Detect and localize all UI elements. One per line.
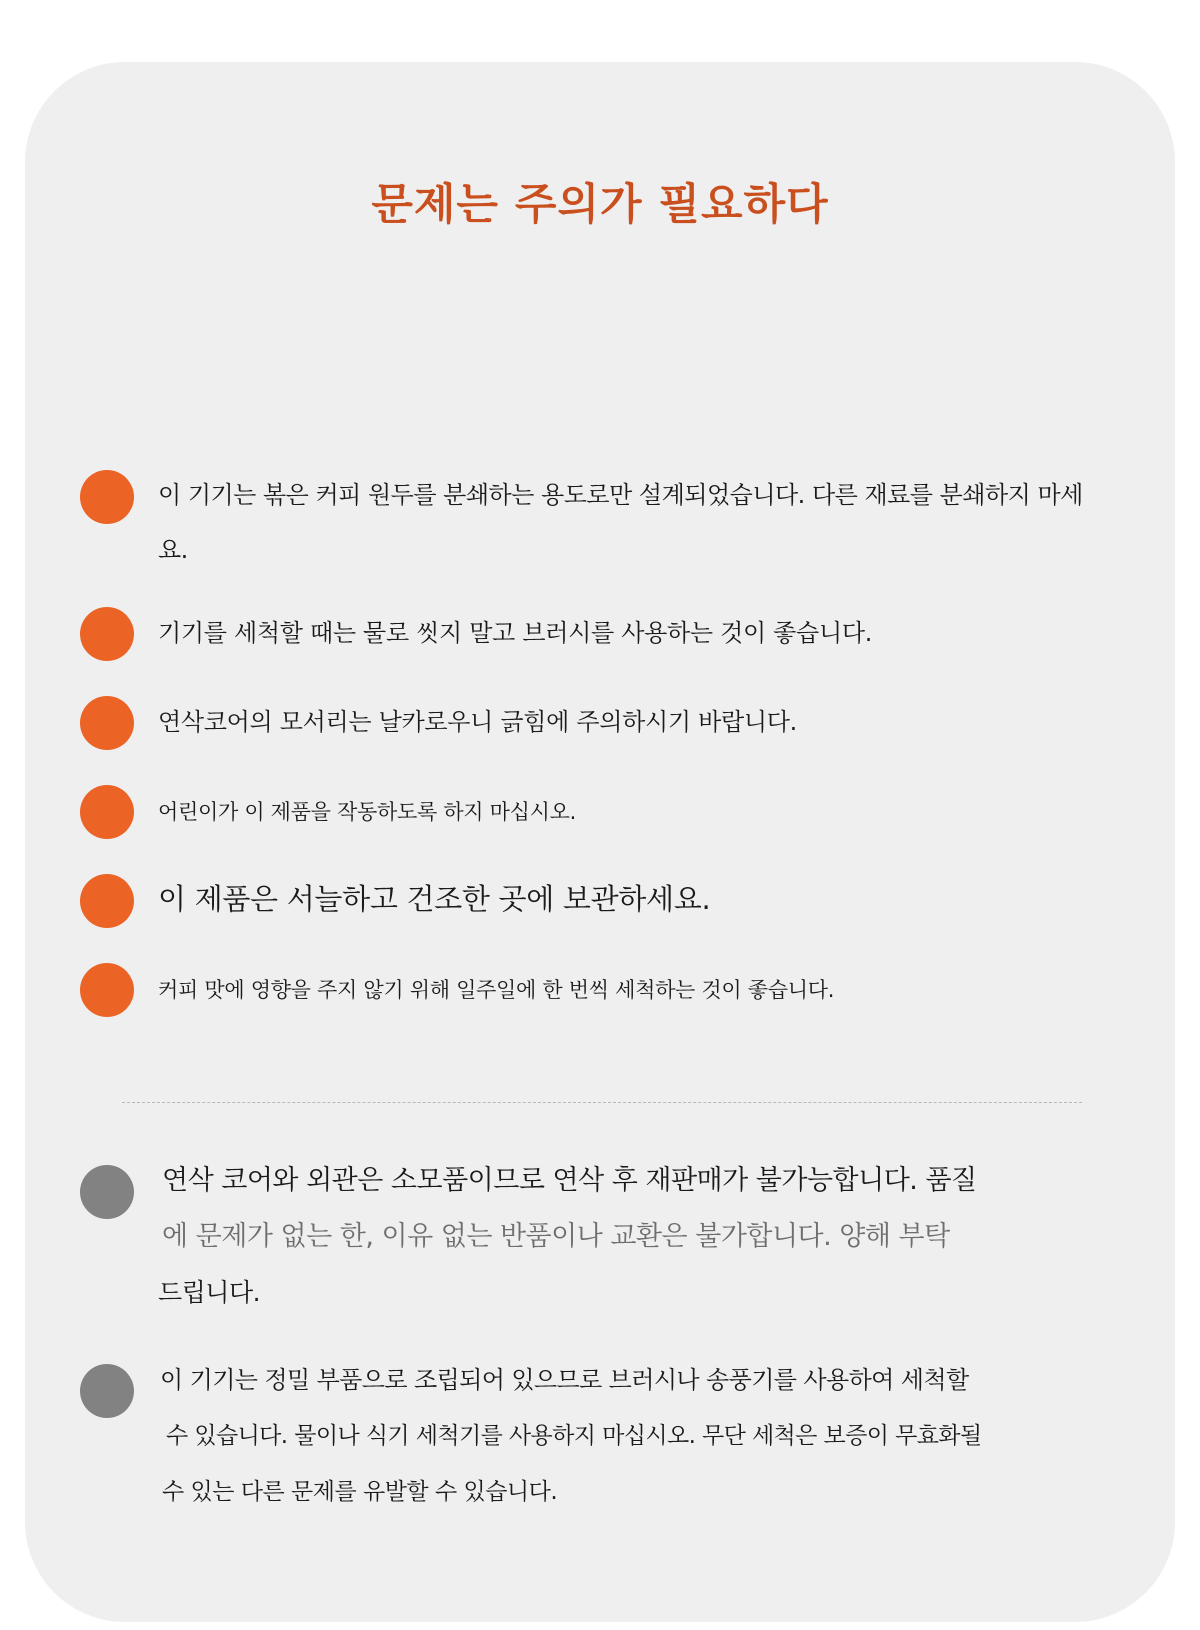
notice-line: 드립니다. [158, 1278, 261, 1307]
notice-line: 수 있습니다. 물이나 식기 세척기를 사용하지 마십시오. 무단 세척은 보증이 무효화될 [166, 1423, 982, 1449]
bullet-orange-icon [80, 607, 134, 661]
bullet-orange-icon [80, 696, 134, 750]
caution-text: 연삭코어의 모서리는 날카로우니 긁힘에 주의하시기 바랍니다. [158, 708, 797, 736]
notice-line: 이 기기는 정밀 부품으로 조립되어 있으므로 브러시나 송풍기를 사용하여 세척할 [160, 1366, 969, 1394]
bullet-orange-icon [80, 785, 134, 839]
notice-line: 연삭 코어와 외관은 소모품이므로 연삭 후 재판매가 불가능합니다. 품질 [162, 1165, 977, 1196]
caution-text: 어린이가 이 제품을 작동하도록 하지 마십시오. [158, 800, 576, 824]
section-divider [122, 1102, 1082, 1103]
caution-text: 이 제품은 서늘하고 건조한 곳에 보관하세요. [158, 882, 711, 916]
caution-text: 이 기기는 볶은 커피 원두를 분쇄하는 용도로만 설계되었습니다. 다른 재료를 분쇄하지 마세요. [158, 481, 1083, 564]
page-title: 문제는 주의가 필요하다 [371, 180, 829, 230]
bullet-gray-icon [80, 1165, 134, 1219]
caution-text: 기기를 세척할 때는 물로 씻지 말고 브러시를 사용하는 것이 좋습니다. [158, 619, 873, 647]
caution-text: 커피 맛에 영향을 주지 않기 위해 일주일에 한 번씩 세척하는 것이 좋습니다. [158, 978, 835, 1002]
bullet-orange-icon [80, 874, 134, 928]
notice-line: 수 있는 다른 문제를 유발할 수 있습니다. [162, 1479, 558, 1505]
bullet-orange-icon [80, 963, 134, 1017]
notice-line: 에 문제가 없는 한, 이유 없는 반품이나 교환은 불가합니다. 양해 부탁 [162, 1221, 950, 1252]
bullet-gray-icon [80, 1364, 134, 1418]
bullet-orange-icon [80, 470, 134, 524]
